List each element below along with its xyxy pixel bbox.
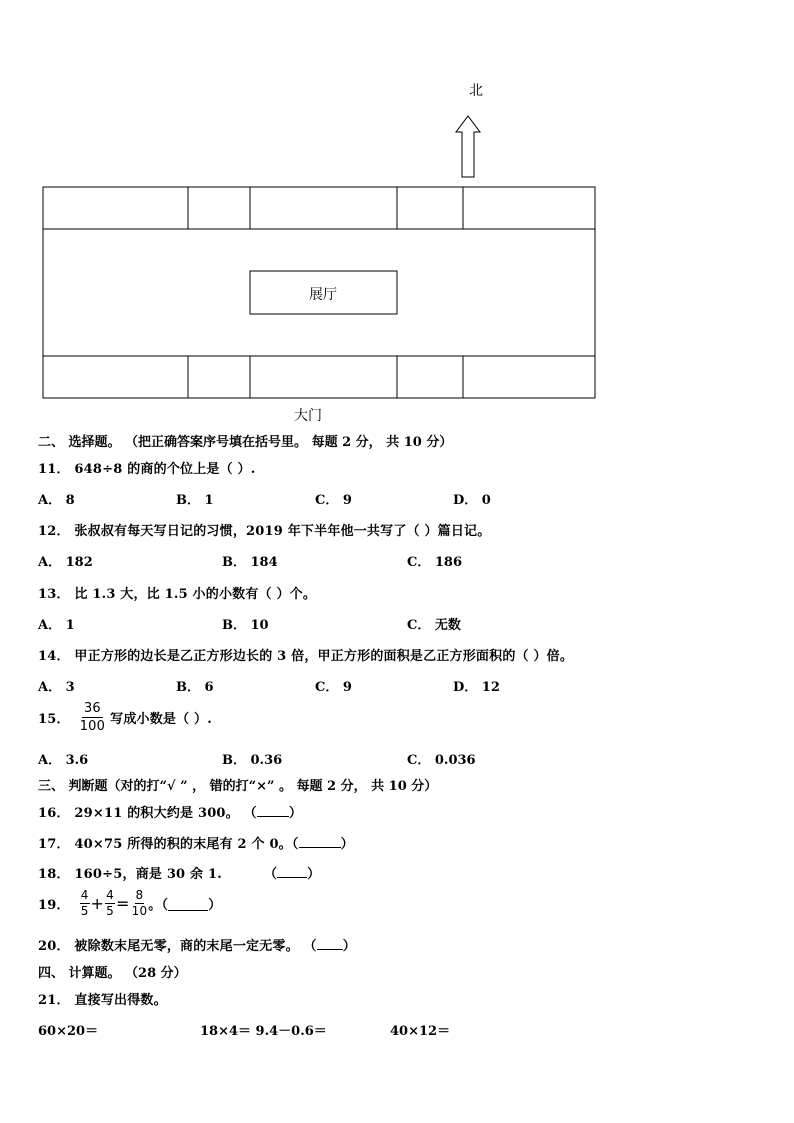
q18-open: （ [263,867,278,882]
q17-text: 17． 40×75 所得的积的末尾有 2 个 0。（ [38,837,299,852]
q19-number: 19． [38,898,70,913]
q19-b-denominator: 5 [106,904,114,918]
q11-option-a: A． 8 [38,493,75,508]
question-21: 21． 直接写出得数。 [38,993,167,1008]
q19-close: ） [208,898,222,913]
gate-label: 大门 [294,408,322,424]
question-17 [38,833,354,852]
q20-answer-blank[interactable] [317,949,343,950]
q17-answer-blank[interactable] [299,847,341,848]
q19-equals: = [116,894,130,913]
room-top-middle [250,187,397,229]
q12-option-a: A． 182 [38,555,93,570]
q13-option-b: B． 10 [222,618,269,633]
q12-option-c: C． 186 [407,555,463,570]
q15-number: 15． [38,712,70,727]
q13-option-c: C． 无数 [407,618,461,633]
section3-title: 三、 判断题（对的打“√ ” ， 错的打“×” 。 每题 2 分， 共 10 分） [38,779,438,794]
calc-item-1: 60×20＝ [38,1024,99,1039]
room-bottom-left [43,356,188,398]
question-12: 12． 张叔叔有每天写日记的习惯，2019 年下半年他一共写了（ ）篇日记。 [38,524,491,539]
q14-option-b: B． 6 [176,680,214,695]
north-label: 北 [469,83,483,99]
q19-tail: 。（ [148,898,169,913]
q19-plus: + [90,894,105,913]
q19-a-numerator: 4 [80,888,89,902]
q15-option-c: C． 0.036 [407,753,476,768]
q11-option-d: D． 0 [453,493,491,508]
question-19 [38,888,221,919]
section4-title: 四、 计算题。 （28 分） [38,966,187,981]
hall-label: 展厅 [309,287,337,303]
q17-close: ） [340,837,354,852]
q14-option-a: A． 3 [38,680,75,695]
q18-answer-blank[interactable] [277,877,307,878]
question-14: 14． 甲正方形的边长是乙正方形边长的 3 倍，甲正方形的面积是乙正方形面积的（ ）倍。 [38,649,574,664]
q20-close: ） [342,939,356,954]
q15-fraction [78,700,107,735]
q18-text: 18． 160÷5，商是 30 余 1. [38,867,222,882]
calc-item-3: 40×12＝ [390,1024,451,1039]
q19-c-numerator: 8 [135,888,144,902]
q16-close: ） [288,806,303,821]
q12-option-b: B． 184 [222,555,278,570]
question-16 [38,802,302,821]
q18-close: ） [307,867,321,882]
section2-title: 二、 选择题。 （把正确答案序号填在括号里。 每题 2 分， 共 10 分） [38,435,453,450]
q15-option-b: B． 0.36 [222,753,283,768]
q20-text: 20． 被除数末尾无零，商的末尾一定无零。 （ [38,939,317,954]
q19-answer-blank[interactable] [168,896,208,911]
question-20 [38,935,356,954]
q19-fraction-c [131,888,149,919]
q19-a-denominator: 5 [80,904,89,918]
q19-fraction-b [105,888,115,919]
q14-option-d: D． 12 [453,680,500,695]
question-18 [38,863,320,882]
q15-fraction-numerator: 36 [83,701,101,716]
q15-fraction-denominator: 100 [79,719,106,734]
exhibition-map [0,0,794,430]
room-top-right [463,187,595,229]
room-bottom-middle [250,356,397,398]
room-top-left [43,187,188,229]
q11-option-c: C． 9 [315,493,352,508]
question-15 [38,700,212,735]
q19-fraction-a [80,888,90,919]
q16-answer-blank[interactable] [257,816,289,817]
q11-option-b: B． 1 [176,493,214,508]
calc-item-2: 18×4＝ 9.4－0.6＝ [200,1024,327,1039]
question-11: 11． 648÷8 的商的个位上是（ ）. [38,462,256,477]
q14-option-c: C． 9 [315,680,352,695]
q19-b-numerator: 4 [106,888,114,902]
q15-stem: 写成小数是（ ）. [110,712,212,727]
q15-option-a: A． 3.6 [38,753,89,768]
question-13: 13． 比 1.3 大，比 1.5 小的小数有（ ）个。 [38,587,317,602]
q16-text: 16． 29×11 的积大约是 300。 （ [38,806,257,821]
room-bottom-right [463,356,595,398]
q13-option-a: A． 1 [38,618,75,633]
q19-c-denominator: 10 [131,904,148,918]
north-arrow-icon [456,116,480,177]
